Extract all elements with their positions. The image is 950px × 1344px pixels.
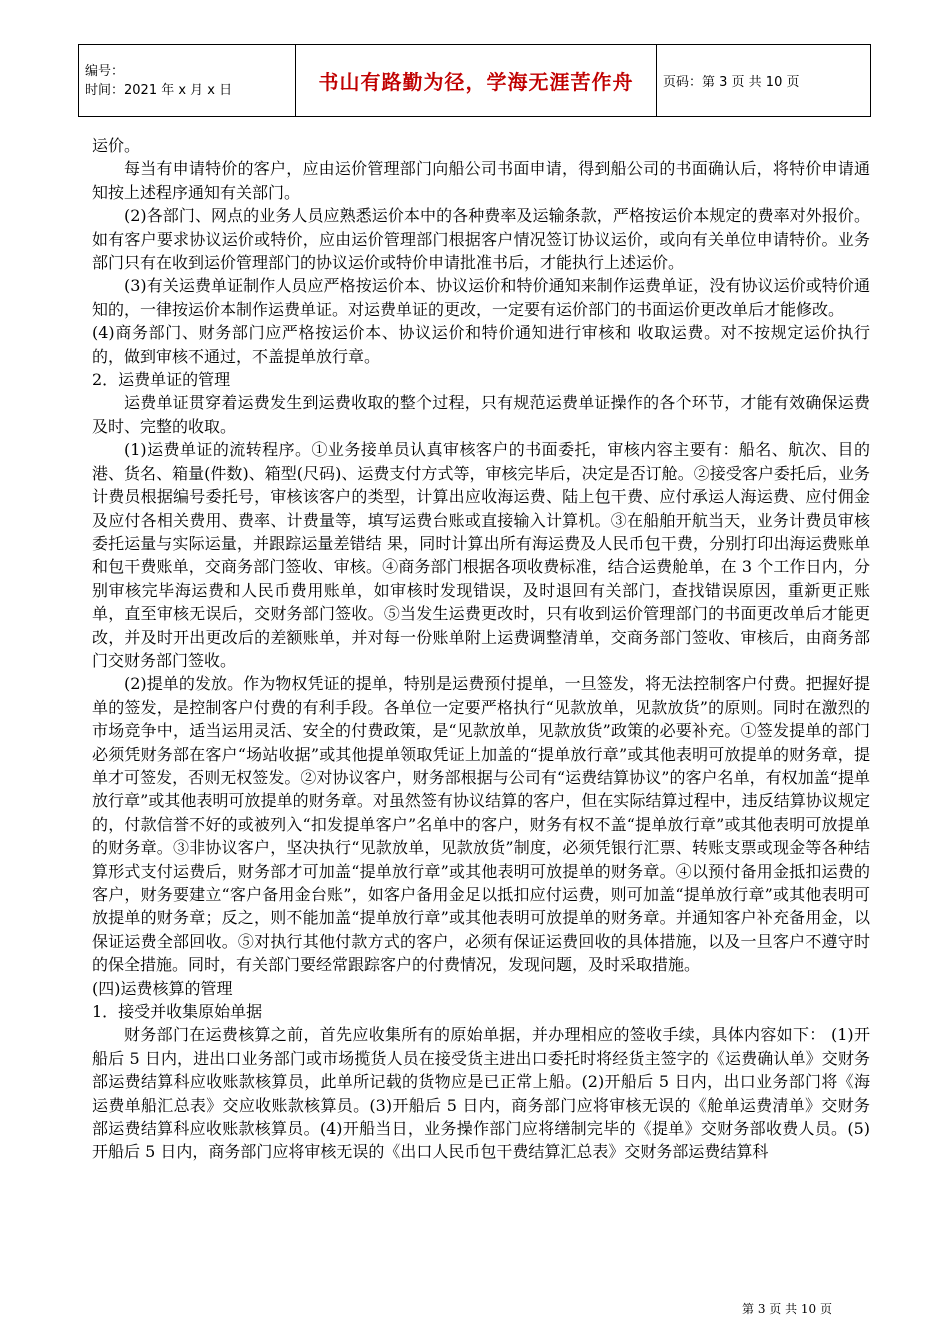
motto-text: 书山有路勤为径，学海无涯苦作舟 — [296, 45, 657, 117]
paragraph: 运费单证贯穿着运费发生到运费收取的整个过程，只有规范运费单证操作的各个环节，才能有效确保运费及时、完整的收取。 — [92, 393, 870, 436]
paragraph: (2)提单的发放。作为物权凭证的提单，特别是运费预付提单，一旦签发，将无法控制客户付费。把握好提单的签发，是控制客户付费的有利手段。各单位一定要严格执行“见款放单，见款放货”的原则。同时在激烈的市场竞争中，适当运用灵活、安全的付费政策，是“见款放单，见款放货”政策的必要补充。①签发提单的部门必须凭财务部在客户“场站收据”或其他提单领取凭证上加盖的“提单放行章”或其他表明可放提单的财务章，提单才可签发，否则无权签发。②对协议客户，财务部根据与公司有“运费结算协议”的客户名单，有权加盖“提单放行章”或其他表明可放提单的财务章。对虽然签有协议结算的客户，但在实际结算过程中，违反结算协议规定的，付款信誉不好的或被列入“扣发提单客户”名单中的客户，财务有权不盖“提单放行章”或其他表明可放提单的财务章。③非协议客户，坚决执行“见款放单，见款放货”制度，必须凭银行汇票、转账支票或现金等各种结算形式支付运费后，财务部才可加盖“提单放行章”或其他表明可放提单的财务章。④以预付备用金抵扣运费的客户，财务要建立“客户备用金台账”，如客户备用金足以抵扣应付运费，则可加盖“提单放行章”或其他表明可放提单的财务章；反之，则不能加盖“提单放行章”或其他表明可放提单的财务章。并通知客户补充备用金，以保证运费全部回收。⑤对执行其他付款方式的客户，必须有保证运费回收的具体措施，以及一旦客户不遵守时的保全措施。同时，有关部门要经常跟踪客户的付费情况，发现问题，及时采取措施。 — [92, 674, 870, 975]
page-footer: 第 3 页 共 10 页 — [742, 1302, 832, 1316]
paragraph: 每当有申请特价的客户，应由运价管理部门向船公司书面申请，得到船公司的书面确认后，将特价申请通知按上述程序通知有关部门。 — [92, 159, 870, 202]
paragraph: (1)运费单证的流转程序。①业务接单员认真审核客户的书面委托，审核内容主要有：船名、航次、目的港、货名、箱量(件数)、箱型(尺码)、运费支付方式等，审核完毕后，决定是否订舱。②接受客户委托后，业务计费员根据编号委托号，审核该客户的类型，计算出应收海运费、陆上包干费、应付承运人海运费、应付佣金及应付各相关费用、费率、计费量等，填写运费台账或直接输入计算机。③在船舶开航当天，业务计费员审核委托运量与实际运量，并跟踪运量差错结 果，同时计算出所有海运费及人民币包干费，分别打印出海运费账单和包干费账单，交商务部门签收、审核。④商务部门根据各项收费标准，结合运费舱单，在 3 个工作日内，分别审核完毕海运费和人民币费用账单，如审核时发现错误，及时退回有关部门，查找错误原因，重新更正账单，直至审核无误后，交财务部门签收。⑤当发生运费更改时，只有收到运价管理部门的书面更改单后才能更改，并及时开出更改后的差额账单，并对每一份账单附上运费调整清单，交商务部门签收、审核后，由商务部门交财务部门签收。 — [92, 440, 870, 670]
header-info-cell — [79, 45, 296, 117]
document-body — [92, 134, 870, 1164]
paragraph: (2)各部门、网点的业务人员应熟悉运价本中的各种费率及运输条款，严格按运价本规定的费率对外报价。如有客户要求协议运价或特价，应由运价管理部门根据客户情况签订协议运价，或向有关单位申请特价。业务部门只有在收到运价管理部门的协议运价或特价申请批准书后，才能执行上述运价。 — [92, 206, 870, 273]
time-label: 时间：2021 年 x 月 x 日 — [85, 82, 233, 98]
paragraph: (3)有关运费单证制作人员应严格按运价本、协议运价和特价通知来制作运费单证，没有协议运价或特价通知的，一律按运价本制作运费单证。对运费单证的更改，一定要有运价部门的书面运价更改单后才能修改。 — [92, 276, 870, 319]
paragraph: 财务部门在运费核算之前，首先应收集所有的原始单据，并办理相应的签收手续，具体内容如下： (1)开船后 5 日内，进出口业务部门或市场揽货人员在接受货主进出口委托时将经货主签字的《运费确认单》交财务部运费结算科应收账款核算员，此单所记载的货物应是已正常上船。(2)开船后 5 日内，出口业务部门将《海运费单船汇总表》交应收账款核算员。(3)开船后 5 日内，商务部门应将审核无误的《舱单运费清单》交财务部运费结算科应收账款核算员。(4)开船当日，业务操作部门应将缮制完毕的《提单》交财务部收费人员。(5)开船后 5 日内，商务部门应将审核无误的《出口人民币包干费结算汇总表》交财务部运费结算科 — [92, 1025, 870, 1162]
paragraph: (四)运费核算的管理 — [92, 978, 233, 998]
page-indicator: 页码：第 3 页 共 10 页 — [657, 45, 871, 117]
paragraph: 1．接受并收集原始单据 — [92, 1002, 263, 1022]
document-header — [78, 44, 871, 117]
paragraph: (4)商务部门、财务部门应严格按运价本、协议运价和特价通知进行审核和 收取运费。对不按规定运价执行的，做到审核不通过，不盖提单放行章。 — [92, 323, 870, 366]
number-label: 编号： — [85, 63, 125, 79]
paragraph: 运价。 — [92, 136, 141, 155]
paragraph: 2．运费单证的管理 — [92, 370, 231, 390]
